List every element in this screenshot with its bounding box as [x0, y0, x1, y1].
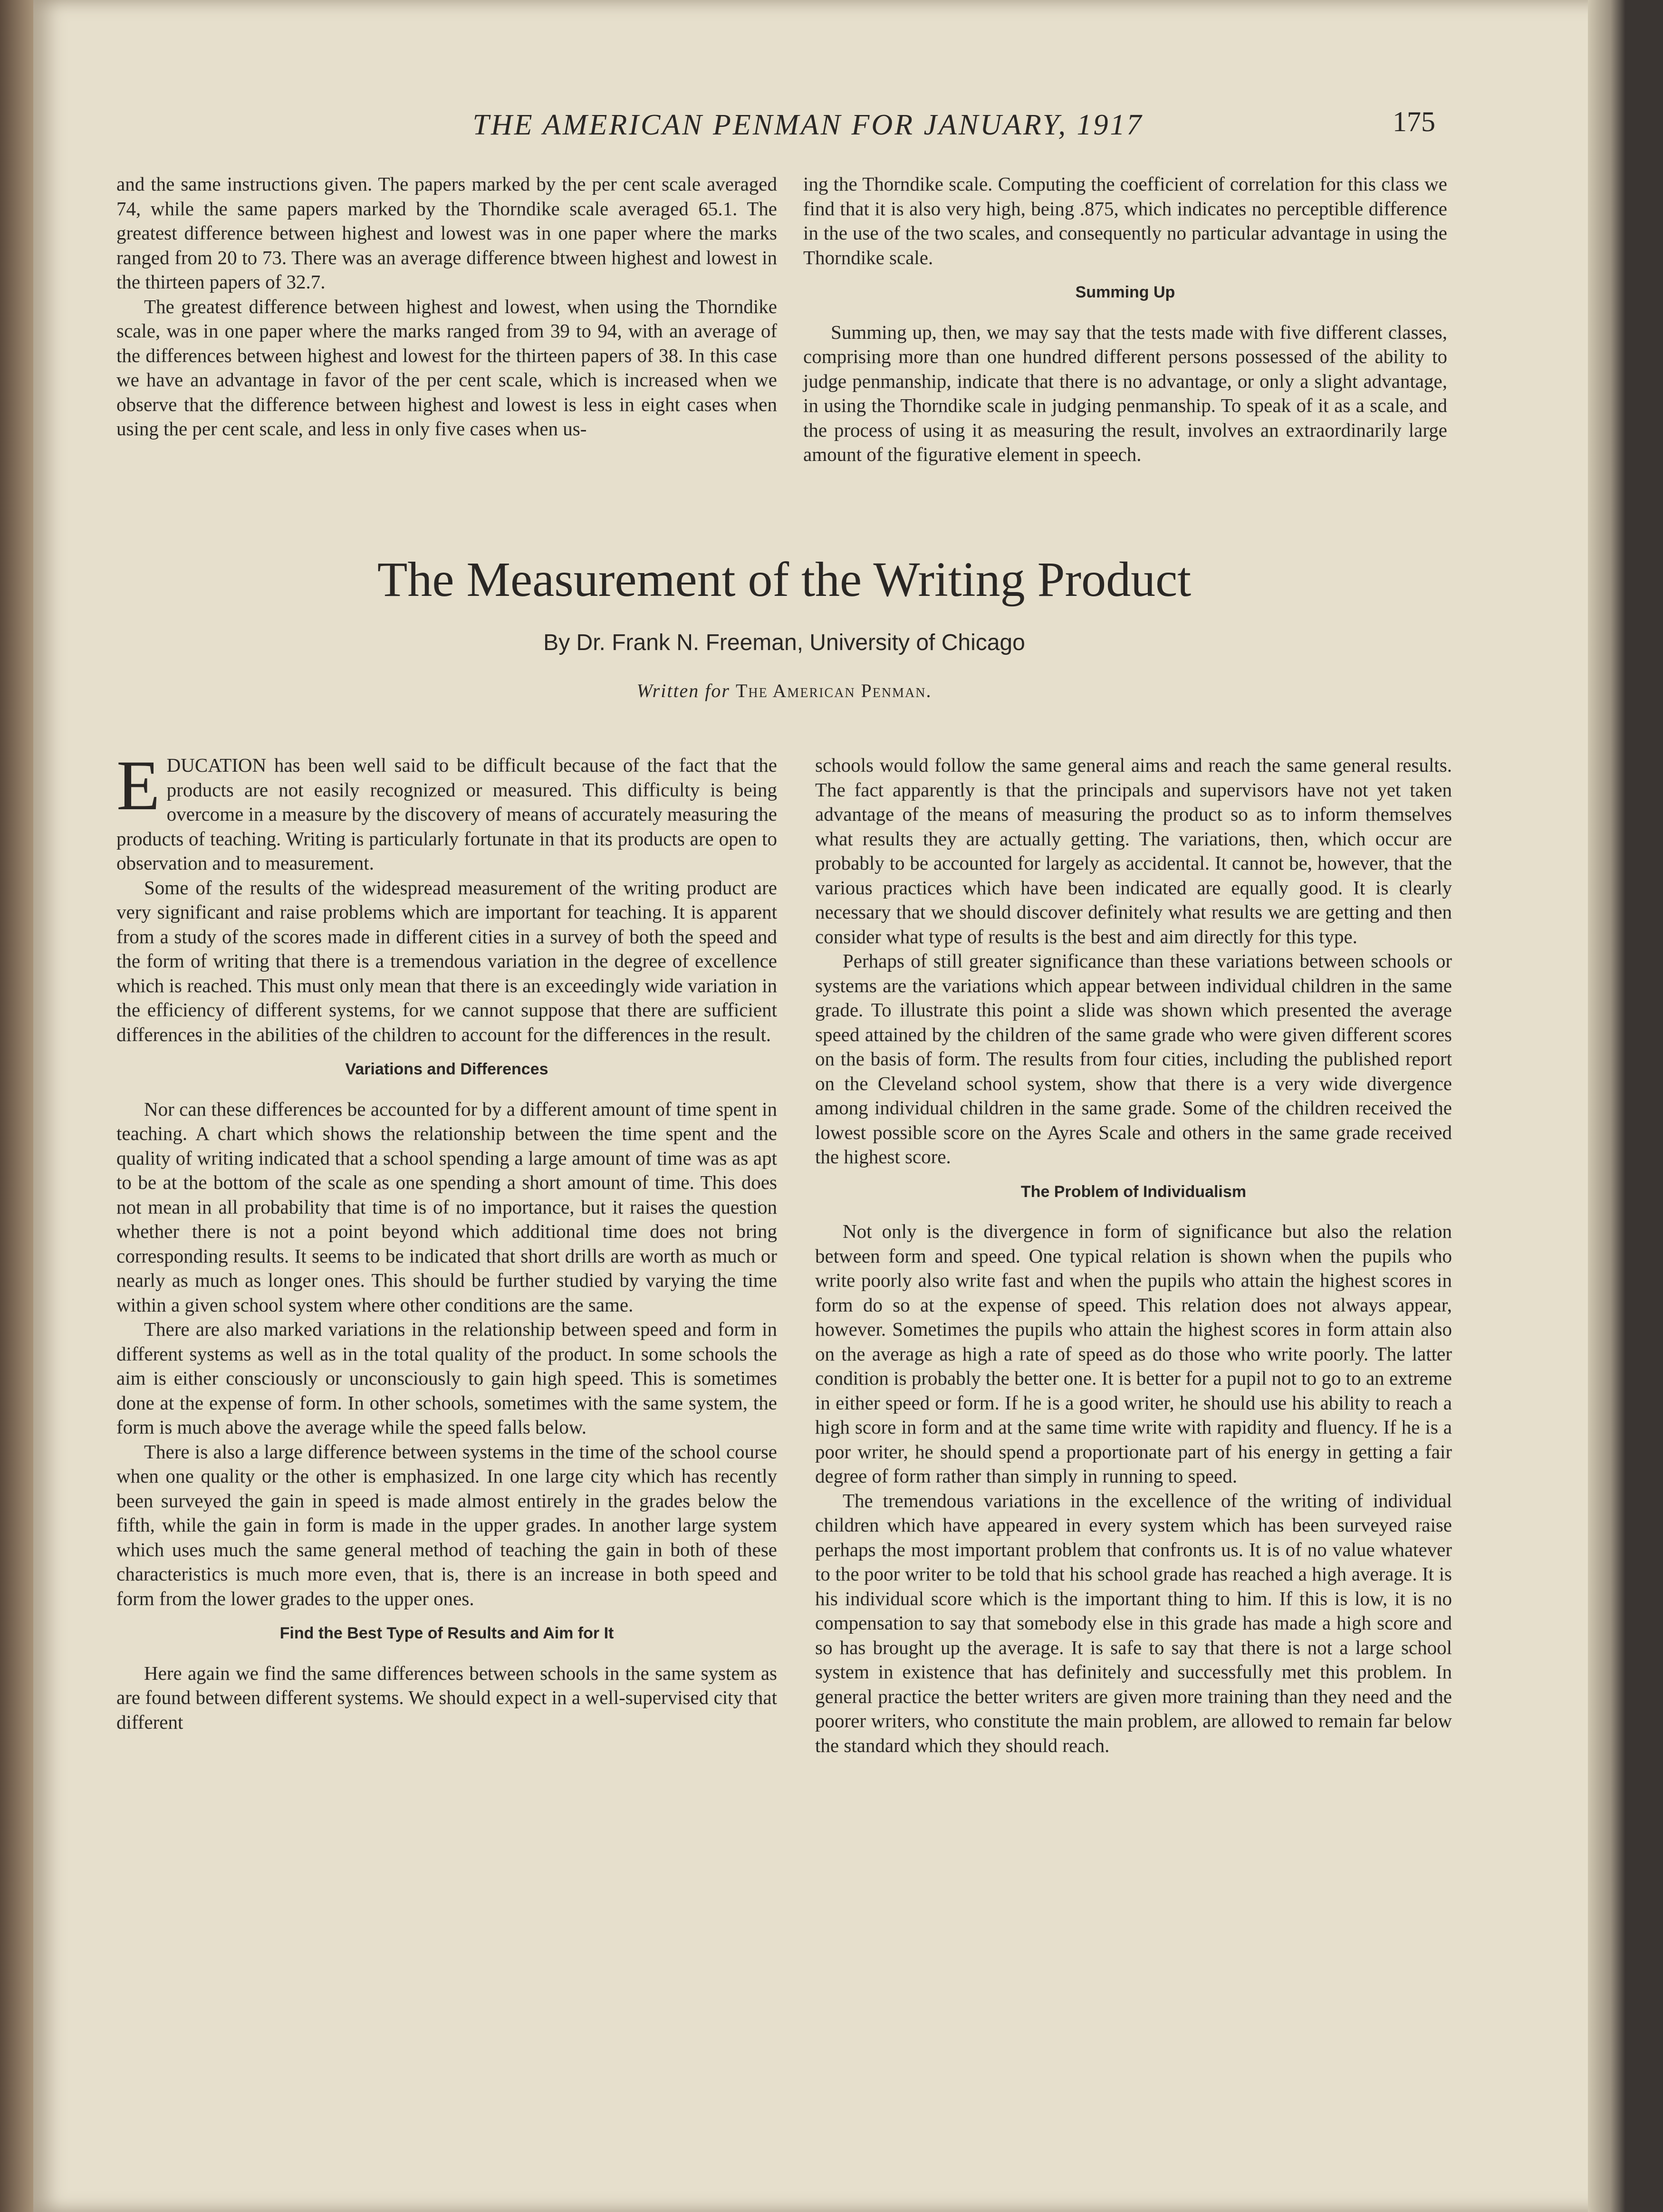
article-paragraph: Not only is the divergence in form of significance but also the relation between form and speed. One typical relation is shown when the pupils who write poorly also write fast and when the pupils who attain the highest scores in form do so at the expense of speed. This relation does not always appear, however. Sometimes the pupils who attain the highest scores in form attain also on the average as high a rate of speed as do those who write poorly. The latter condition is probably the better one. It is better for a pupil not to go to an extreme in either speed or form. If he is a good writer, he should use his ability to reach a high score in form and at the same time write with rapidity and fluency. If he is a poor writer, he should spend a proportionate part of his energy in getting a fair degree of form rather than simply in running to speed.	[815, 1220, 1452, 1487]
written-for-line	[475, 680, 1093, 702]
article-left-column	[116, 746, 777, 1734]
continued-paragraph: The greatest difference between highest and lowest, when using the Thorndike scale, was in one paper where the marks ranged from 39 to 94, with an average of the differences between highest and lowest for the thirteen papers of 38. In this case we have an advantage in favor of the per cent scale, which is increased when we observe that the difference between highest and lowest is less in eight cases when using the per cent scale, and less in only five cases when us-	[116, 295, 777, 440]
lead-word: DUCATION	[166, 754, 267, 776]
page-edge	[1588, 0, 1625, 2212]
continued-right-column	[803, 172, 1447, 467]
article-byline: By Dr. Frank N. Freeman, University of Chicago	[543, 630, 1025, 655]
article-paragraph: schools would follow the same general aims and reach the same general results. The fact apparently is that the principals and supervisors have not yet taken advantage of the means of measuring the product so as to inform themselves what results they are actually getting. The variations, then, which occur are probably to be accounted for largely as accidental. It cannot be, however, that the various practices which have been indicated are equally good. It is clearly necessary that we should discover definitely what results we are getting and then consider what type of results is the best and aim directly for this type.	[815, 754, 1452, 948]
continued-paragraph: and the same instructions given. The papers marked by the per cent scale averaged 74, while the same papers marked by the Thorndike scale averaged 65.1. The greatest difference between highest and lowest was in one paper where the marks ranged from 20 to 73. There was an average difference btween highest and lowest in the thirteen papers of 32.7.	[116, 173, 777, 293]
article-paragraph: Nor can these differences be accounted for by a different amount of time spent in teaching. A chart which shows the relationship between the time spent and the quality of writing indicated that a school spending a large amount of time was as apt to be at the bottom of the scale as one spending a short amount of time. This does not mean in all probability that time is of no importance, but it raises the question whether there is not a point beyond which additional time does not bring corresponding results. It seems to be indicated that short drills are worth as much or nearly as much as longer ones. This should be further studied by varying the time within a given school system where other conditions are the same.	[116, 1098, 777, 1316]
article-paragraph: Perhaps of still greater significance than these variations between schools or systems are the variations which appear between individual children in the same grade. To illustrate this point a slide was shown which presented the average speed attained by the children of the same grade who were given different scores on the basis of form. The results from four cities, including the published report on the Cleveland school system, show that there is a very wide divergence among individual children in the same grade. Some of the children received the lowest possible score on the Ayres Scale and others in the same grade received the highest score.	[815, 950, 1452, 1168]
article-title: The Measurement of the Writing Product	[377, 552, 1192, 607]
article-paragraph: The tremendous variations in the excellence of the writing of individual children which have appeared in every system which has been surveyed raise perhaps the most important problem that confronts us. It is of no value whatever to the poor writer to be told that his school grade has reached a high average. It is his individual score which is the important thing to him. If this is low, it is no compensation to say that somebody else in this grade has made a high score and so has brought up the average. It is safe to say that there is not a large school system in existence that has definitely and successfully met this problem. In general practice the better writers are given more training than they need and the poorer writers, who constitute the main problem, are allowed to remain far below the standard which they should reach.	[815, 1489, 1452, 1756]
section-heading-variations: Variations and Differences	[345, 1060, 548, 1078]
article-right-column	[815, 753, 1452, 1758]
continued-left-column	[116, 172, 777, 441]
article-paragraph: Here again we find the same differences between schools in the same system as are found between different systems. We should expect in a well-supervised city that different	[116, 1662, 777, 1733]
section-heading-individualism: The Problem of Individualism	[1020, 1182, 1247, 1201]
lead-text: has been well said to be difficult because of the fact that the products are not easily recognized or measured. This difficulty is being overcome in a measure by the discovery of means of accurately measuring the products of teaching. Writing is particularly fortunate in that its products are open to observation and to measurement.	[116, 754, 777, 874]
drop-cap: E	[116, 746, 160, 825]
article-paragraph: There are also marked variations in the relationship between speed and form in different systems as well as in the total quality of the product. In some schools the aim is either consciously or unconsciously to gain high speed. This is sometimes done at the expense of form. In other schools, sometimes with the same system, the form is much above the average while the speed falls below.	[116, 1318, 777, 1438]
article-paragraph: There is also a large difference between systems in the time of the school course when one quality or the other is emphasized. In one large city which has recently been surveyed the gain in speed is made almost entirely in the grades below the fifth, while the gain in form is made in the upper grades. In another large system which uses much the same general method of teaching the gain in both of these characteristics is much more even, that is, there is an increase in both speed and form from the lower grades to the upper ones.	[116, 1440, 777, 1609]
section-heading-best-type: Find the Best Type of Results and Aim for It	[279, 1624, 614, 1642]
article-paragraph: Some of the results of the widespread measurement of the writing product are very significant and raise problems which are important for teaching. It is apparent from a study of the scores made in different cities in a survey of both the speed and the form of writing that there is a tremendous variation in the degree of excellence which is reached. This must only mean that there is an exceedingly wide variation in the efficiency of different systems, for we cannot suppose that there are sufficient differences in the abilities of the children to account for the differences in the result.	[116, 876, 777, 1045]
lead-paragraph	[116, 746, 777, 876]
written-for-label: Written for	[636, 680, 730, 701]
running-head: THE AMERICAN PENMAN FOR JANUARY, 1917	[472, 109, 1144, 141]
page-number: 175	[1393, 106, 1435, 137]
written-for-publication: The American Penman.	[735, 680, 932, 701]
continued-paragraph: ing the Thorndike scale. Computing the coefficient of correlation for this class we find that it is also very high, being .875, which indicates no perceptible difference in the use of the two scales, and consequently no particular advantage in using the Thorndike scale.	[803, 173, 1447, 268]
summing-up-paragraph: Summing up, then, we may say that the tests made with five different classes, comprising more than one hundred different persons possessed of the ability to judge penmanship, indicate that there is no advantage, or only a slight advantage, in using the Thorndike scale in judging penmanship. To speak of it as a scale, and the process of using it as measuring the result, involves an extraordinarily large amount of the figurative element in speech.	[803, 321, 1447, 465]
section-heading-summing-up: Summing Up	[1075, 283, 1175, 301]
